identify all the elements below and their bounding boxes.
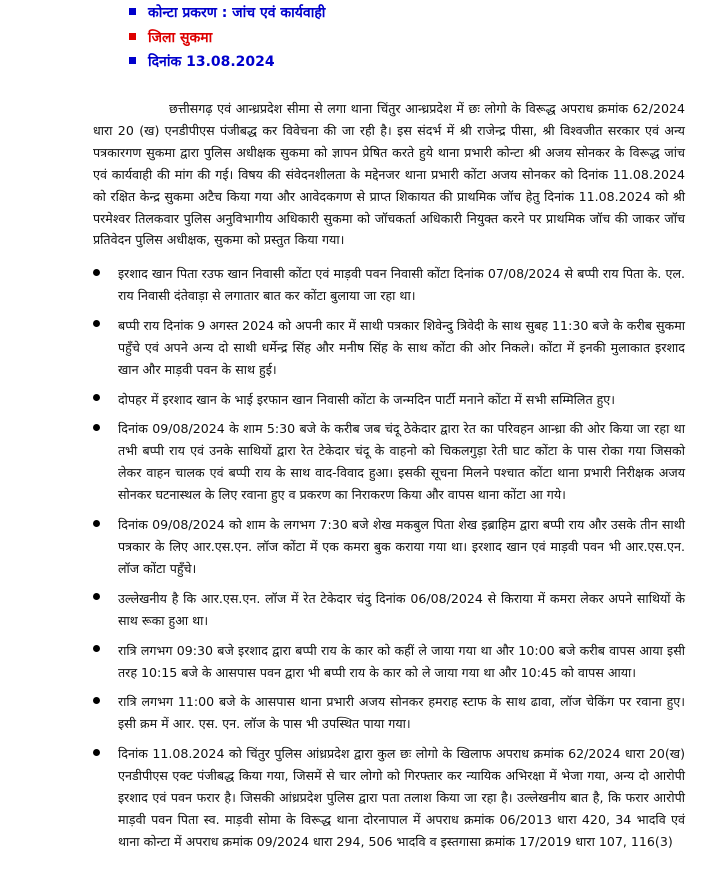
bullet-text: बप्पी राय दिनांक 9 अगस्त 2024 को अपनी कार में साथी पत्रकार शिवेन्दु त्रिवेदी के साथ सुबह 11:30 बजे के करीब सुकमा पहुँचे एवं अपने अन्य दो साथी धर्मेन्द्र सिंह और मनीष सिंह के साथ कोंटा की ओर निकले। कोंटा में इनकी मुलाकात इरशाद खान और माड़वी पवन के साथ हुई। (118, 317, 685, 377)
square-bullet-icon (129, 8, 136, 15)
header-line-district (126, 27, 686, 52)
bullet-list (0, 263, 713, 861)
header-date: दिनांक 13.08.2024 (148, 54, 275, 70)
round-bullet-icon (93, 424, 100, 431)
header-line-date (126, 51, 686, 76)
bullet-text: दिनांक 11.08.2024 को चिंतुर पुलिस आंध्रप्रदेश द्वारा कुल छः लोगो के खिलाफ अपराध क्रमांक 62/2024 धारा 20(ख) एनडीपीएस एक्ट पंजीबद्ध किया गया, जिसमें से चार लोगो को गिरफ्तार कर न्यायिक अभिरक्षा में भेजा गया, अन्य दो आरोपी इरशाद एवं पवन फरार है। जिसकी आंध्रप्रदेश पुलिस द्वारा पता तलाश किया जा रहा है। उल्लेखनीय बात है, कि फरार आरोपी माड़वी पवन पिता स्व. माड़वी सोमा के विरूद्ध थाना दोरनापाल में अपराध क्रमांक 06/2013 धारा 420, 34 भादवि एवं थाना कोन्टा में अपराध क्रमांक 09/2024 धारा 294, 506 भादवि व इस्तगासा क्रमांक 17/2019 धारा 107, 116(3) (118, 746, 685, 849)
bullet-item (0, 418, 713, 506)
round-bullet-icon (93, 697, 100, 704)
square-bullet-icon (129, 57, 136, 64)
round-bullet-icon (93, 520, 100, 527)
bullet-item (0, 640, 713, 684)
header-line-subject (126, 2, 686, 27)
round-bullet-icon (93, 749, 100, 756)
header-subject: कोन्टा प्रकरण : जांच एवं कार्यवाही (148, 5, 326, 21)
round-bullet-icon (93, 320, 100, 327)
bullet-item (0, 588, 713, 632)
square-bullet-icon (129, 33, 136, 40)
round-bullet-icon (93, 269, 100, 276)
intro-paragraph: छत्तीसगढ़ एवं आन्ध्रप्रदेश सीमा से लगा थाना चिंतुर आन्ध्रप्रदेश में छः लोगो के विरूद्ध अपराध क्रमांक 62/2024 धारा 20 (ख) एनडीपीएस पंजीबद्ध कर विवेचना की जा रही है। इस संदर्भ में श्री राजेन्द्र पीसा, श्री विश्वजीत सरकार एवं अन्य पत्रकारगण सुकमा द्वारा पुलिस अधीक्षक सुकमा को ज्ञापन प्रेषित करते हुये थाना प्रभारी कोन्टा श्री अजय सोनकर के विरूद्ध जांच एवं कार्यवाही की मांग की गई। विषय की संवेदनशीलता के मद्देनजर थाना प्रभारी कोंटा अजय सोनकर को दिनांक 11.08.2024 को रक्षित केन्द्र सुकमा अटैच किया गया और आवेदकगण से प्राप्त शिकायत की प्राथमिक जॉच हेतु दिनांक 11.08.2024 को श्री परमेश्वर तिलकवार पुलिस अनुविभागीय अधिकारी सुकमा को जॉचकर्ता अधिकारी नियुक्त करने पर प्राथमिक जॉच की जाकर जॉच प्रतिवेदन पुलिस अधीक्षक, सुकमा को प्रस्तुत किया गया। (93, 101, 685, 248)
round-bullet-icon (93, 593, 100, 600)
bullet-item (0, 389, 713, 411)
round-bullet-icon (93, 645, 100, 652)
bullet-item (0, 315, 713, 381)
round-bullet-icon (93, 394, 100, 401)
bullet-item (0, 514, 713, 580)
bullet-text: इरशाद खान पिता रउफ खान निवासी कोंटा एवं माड़वी पवन निवासी कोंटा दिनांक 07/08/2024 से बप्पी राय पिता के. एल. राय निवासी दंतेवाड़ा से लगातार बात कर कोंटा बुलाया जा रहा था। (118, 266, 685, 303)
bullet-item (0, 263, 713, 307)
bullet-text: दिनांक 09/08/2024 के शाम 5:30 बजे के करीब जब चंदू ठेकेदार द्वारा रेत का परिवहन आन्ध्रा की ओर किया जा रहा था तभी बप्पी राय एवं उनके साथियों द्वारा रेत टेकेदार चंदू के वाहनो को चिकलगुड़ा रेती घाट कोंटा के पास रोका गया जिसको लेकर वाहन चालक एवं बप्पी राय के साथ वाद-विवाद हुआ। इसकी सूचना मिलने पश्चात कोंटा थाना प्रभारी निरीक्षक अजय सोनकर घटनास्थल के लिए रवाना हुए व प्रकरण का निराकरण किया और वापस थाना कोंटा आ गये। (118, 421, 685, 503)
bullet-text: रात्रि लगभग 11:00 बजे के आसपास थाना प्रभारी अजय सोनकर हमराह स्टाफ के साथ ढावा, लॉज चेकिंग पर रवाना हुए। इसी क्रम में आर. एस. एन. लॉज के पास भी उपस्थित पाया गया। (118, 694, 685, 732)
bullet-text: रात्रि लगभग 09:30 बजे इरशाद द्वारा बप्पी राय के कार को कहीं ले जाया गया था और 10:00 बजे करीब वापस आया इसी तरह 10:15 बजे के आसपास पवन द्वारा भी बप्पी राय के कार को ले जाया गया था और 10:45 को वापस आया। (118, 642, 685, 680)
header-district: जिला सुकमा (148, 29, 213, 46)
bullet-text: दोपहर में इरशाद खान के भाई इरफान खान निवासी कोंटा के जन्मदिन पार्टी मनाने कोंटा में सभी सम्मिलित हुए। (118, 391, 616, 407)
bullet-text: दिनांक 09/08/2024 को शाम के लगभग 7:30 बजे शेख मकबुल पिता शेख इब्राहिम द्वारा बप्पी राय और उसके तीन साथी पत्रकार के लिए आर.एस.एन. लॉज कोंटा में एक कमरा बुक कराया गया था। इरशाद खान एवं माड़वी पवन भी आर.एस.एन. लॉज कोंटा पहुँचे। (118, 517, 685, 576)
document-header (126, 2, 686, 76)
bullet-item (0, 743, 713, 853)
bullet-item (0, 691, 713, 735)
bullet-text: उल्लेखनीय है कि आर.एस.एन. लॉज में रेत टेकेदार चंदु दिनांक 06/08/2024 से किराया में कमरा लेकर अपने साथियों के साथ रूका हुआ था। (118, 590, 686, 628)
